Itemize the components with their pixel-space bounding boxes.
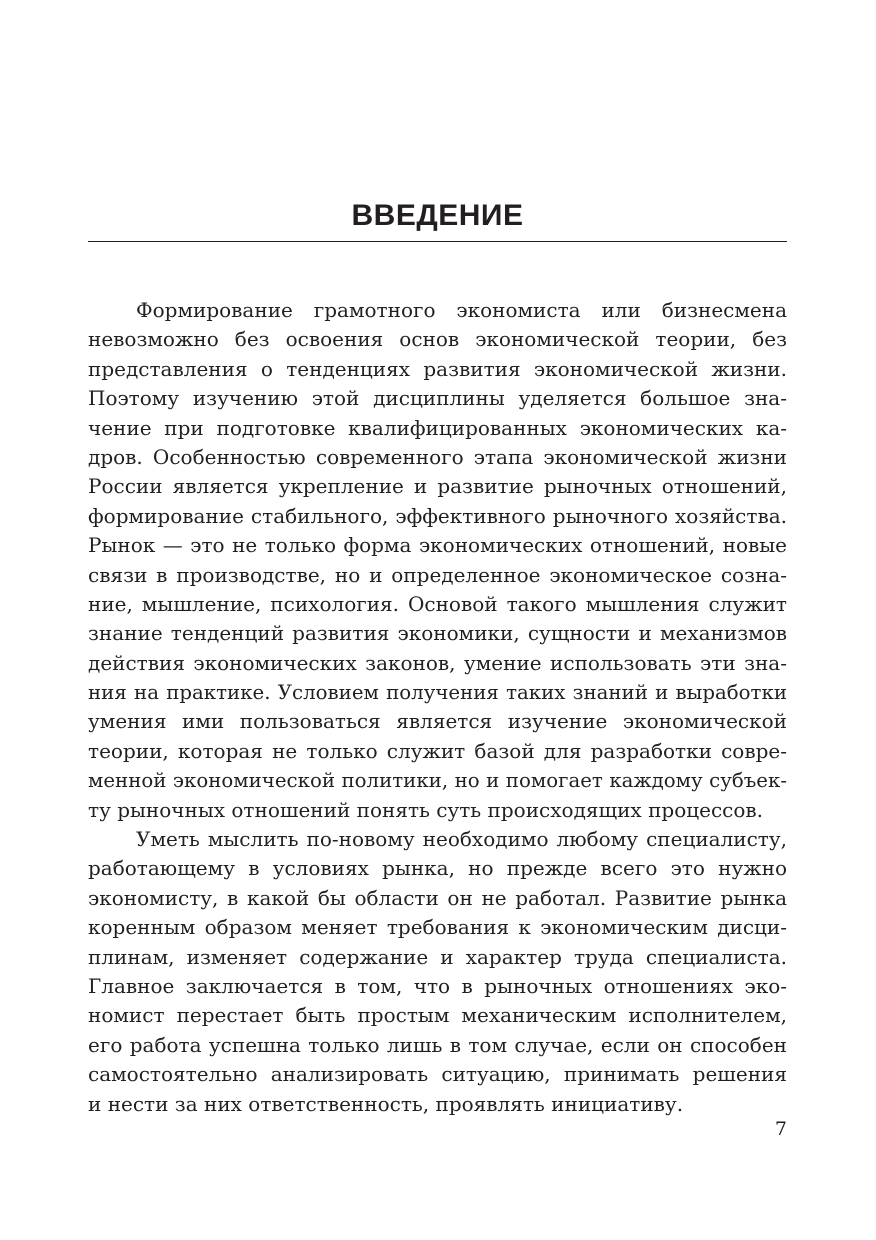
text-line: коренным образом меняет требования к экономическим дисци-	[88, 915, 787, 940]
text-line: представления о тенденциях развития экономической жизни.	[88, 356, 787, 381]
text-line: плинам, изменяет содержание и характер труда специалиста.	[88, 944, 787, 969]
text-line: Рынок — это не только форма экономических отношений, новые	[88, 533, 787, 558]
text-line: ния на практике. Условием получения таких знаний и выработки	[88, 681, 787, 705]
text-line: экономисту, в какой бы области он не работал. Развитие рынка	[88, 885, 787, 910]
text-line: теории, которая не только служит базой для разработки совре-	[88, 738, 787, 763]
text-line: формирование стабильного, эффективного рыночного хозяйства.	[88, 503, 787, 528]
text-line: Главное заключается в том, что в рыночных отношениях эко-	[88, 973, 787, 998]
text-line: и нести за них ответственность, проявлять инициативу.	[88, 1091, 684, 1116]
text-line: самостоятельно анализировать ситуацию, принимать решения	[88, 1062, 787, 1087]
title-divider	[88, 241, 787, 242]
text-line: России является укрепление и развитие рыночных отношений,	[88, 474, 787, 499]
text-line: Формирование грамотного экономиста или бизнесмена	[136, 298, 787, 322]
text-line: ту рыночных отношений понять суть происходящих процессов.	[88, 797, 763, 822]
text-line: менной экономической политики, но и помогает каждому субъек-	[88, 769, 787, 793]
text-line: Поэтому изучению этой дисциплины уделяется большое зна-	[88, 386, 787, 411]
body-text	[88, 296, 787, 1119]
paragraph-2	[88, 825, 787, 1119]
text-line: ние, мышление, психология. Основой такого мышления служит	[88, 591, 787, 616]
page-title: ВВЕДЕНИЕ	[351, 199, 524, 232]
text-line: номист перестает быть простым механическим исполнителем,	[88, 1003, 787, 1028]
text-line: чение при подготовке квалифицированных экономических ка-	[88, 415, 787, 440]
text-line: знание тенденций развития экономики, сущности и механизмов	[88, 621, 787, 646]
paragraph-1	[88, 296, 787, 825]
text-line: невозможно без освоения основ экономической теории, без	[88, 327, 787, 352]
text-line: действия экономических законов, умение использовать эти зна-	[88, 650, 787, 675]
text-line: его работа успешна только лишь в том случае, если он способен	[88, 1032, 787, 1057]
text-line: умения ими пользоваться является изучение экономической	[88, 709, 787, 734]
page-number: 7	[774, 1118, 787, 1140]
text-line: дров. Особенностью современного этапа экономической жизни	[88, 444, 787, 469]
text-line: Уметь мыслить по-новому необходимо любому специалисту,	[136, 827, 787, 852]
text-line: связи в производстве, но и определенное экономическое созна-	[88, 562, 787, 587]
text-line: работающему в условиях рынка, но прежде всего это нужно	[88, 856, 787, 881]
